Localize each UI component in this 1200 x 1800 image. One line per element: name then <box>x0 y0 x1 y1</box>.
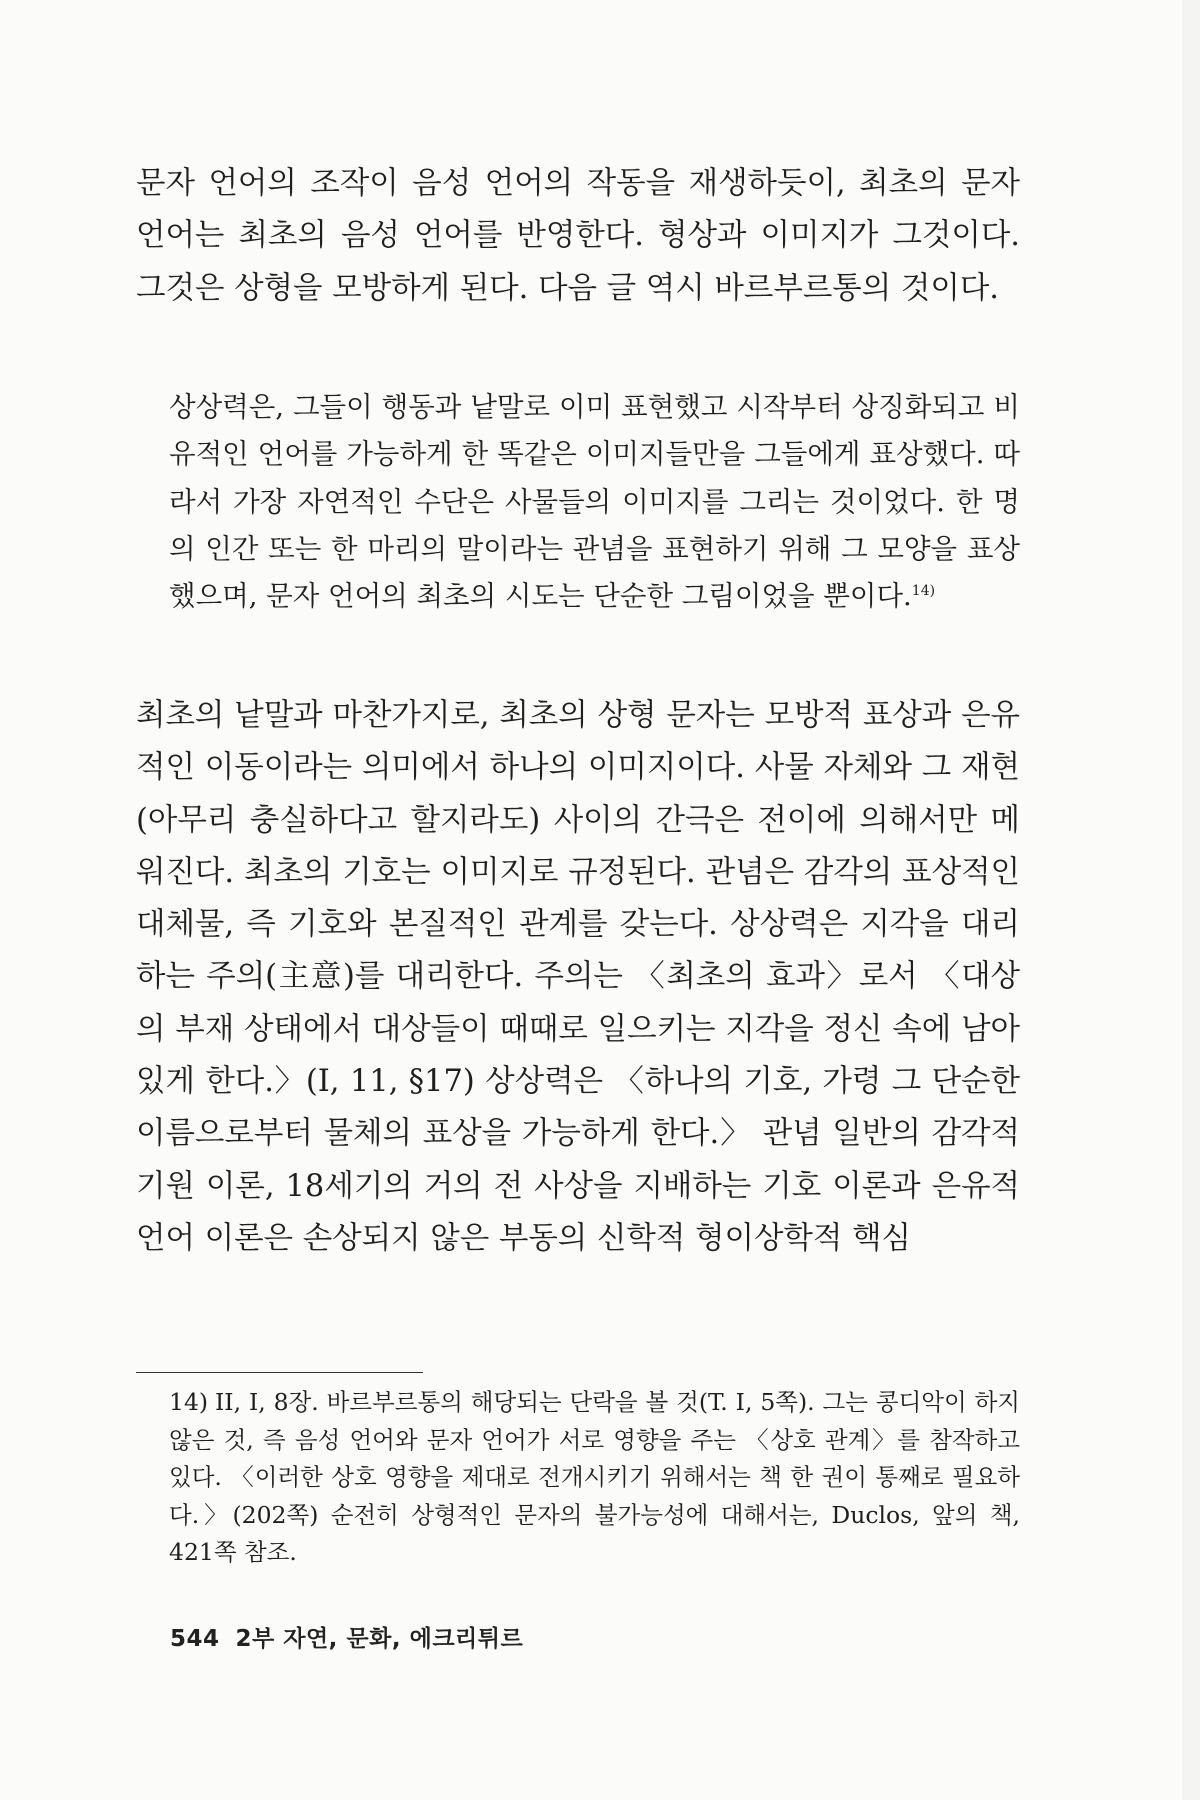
footnote-text: II, I, 8장. 바르부르통의 해당되는 단락을 볼 것(T. I, 5쪽). 그는 콩디악이 하지 않은 것, 즉 음성 언어와 문자 언어가 서로 영향을 주는 〈상호 관계〉를 참작하고 있다. 〈이러한 상호 영향을 제대로 전개시키기 위해서는 책 한 권이 통째로 필요하다.〉(202쪽) 순전히 상형적인 문자의 불가능성에 대해서는, Duclos, 앞의 책, 421쪽 참조. <box>169 1388 1020 1566</box>
body-paragraph-2: 최초의 낱말과 마찬가지로, 최초의 상형 문자는 모방적 표상과 은유적인 이동이라는 의미에서 하나의 이미지이다. 사물 자체와 그 재현(아무리 충실하다고 할지라도) 사이의 간극은 전이에 의해서만 메워진다. 최초의 기호는 이미지로 규정된다. 관념은 감각의 표상적인 대체물, 즉 기호와 본질적인 관계를 갖는다. 상상력은 지각을 대리하는 주의(主意)를 대리한다. 주의는 〈최초의 효과〉로서 〈대상의 부재 상태에서 대상들이 때때로 일으키는 지각을 정신 속에 남아 있게 한다.〉(I, 11, §17) 상상력은 〈하나의 기호, 가령 그 단순한 이름으로부터 물체의 표상을 가능하게 한다.〉 관념 일반의 감각적 기원 이론, 18세기의 거의 전 사상을 지배하는 기호 이론과 은유적 언어 이론은 손상되지 않은 부동의 신학적 형이상학적 핵심 <box>136 698 1020 1256</box>
footnote <box>169 1384 1020 1572</box>
block-quotation <box>169 384 1020 620</box>
page-number: 544 <box>170 1626 220 1652</box>
section-title: 2부 자연, 문화, 에크리튀르 <box>235 1626 524 1652</box>
footnote-divider <box>136 1372 423 1373</box>
footnote-reference: 14) <box>911 583 936 600</box>
body-paragraph-1: 문자 언어의 조작이 음성 언어의 작동을 재생하듯이, 최초의 문자 언어는 최초의 음성 언어를 반영한다. 형상과 이미지가 그것이다. 그것은 상형을 모방하게 된다. 다음 글 역시 바르부르통의 것이다. <box>136 166 1020 306</box>
footnote-number: 14) <box>169 1388 209 1416</box>
running-footer <box>170 1620 523 1653</box>
quotation-text: 상상력은, 그들이 행동과 낱말로 이미 표현했고 시작부터 상징화되고 비유적인 언어를 가능하게 한 똑같은 이미지들만을 그들에게 표상했다. 따라서 가장 자연적인 수단은 사물들의 이미지를 그리는 것이었다. 한 명의 인간 또는 한 마리의 말이라는 관념을 표현하기 위해 그 모양을 표상했으며, 문자 언어의 최초의 시도는 단순한 그림이었을 뿐이다. <box>169 391 1020 613</box>
